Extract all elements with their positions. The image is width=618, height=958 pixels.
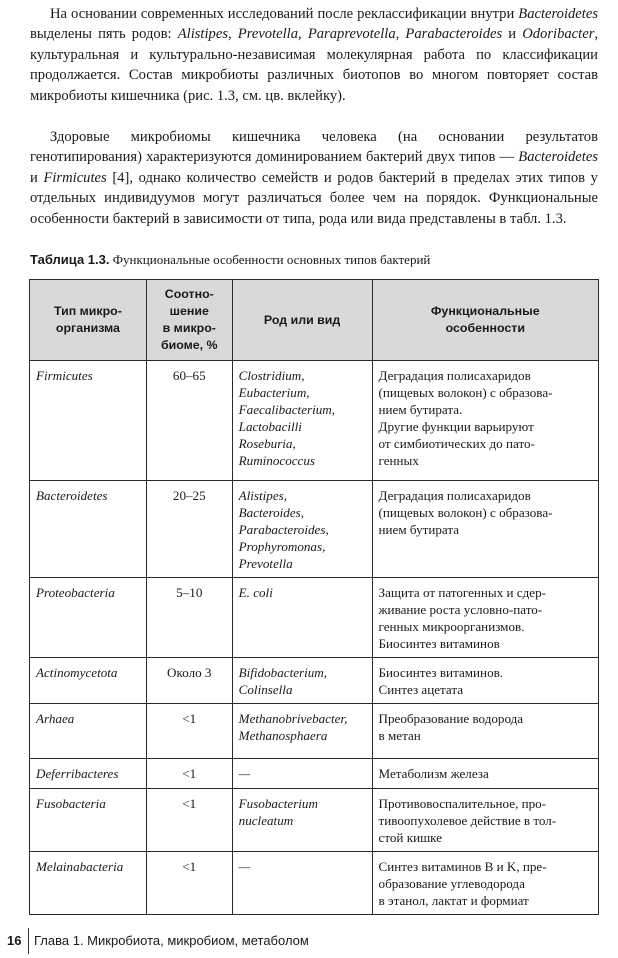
cell-function: Синтез витаминов B и K, пре- образование углеводорода в этанол, лактат и формиат [372, 852, 598, 915]
cell-function: Деградация полисахаридов (пищевых волокон) с образова- нием бутирата. Другие функции варьируют от симбиотических до пато- генных [372, 361, 598, 481]
cell-ratio: Около 3 [146, 658, 232, 704]
table-caption [30, 252, 430, 268]
header-function: Функциональные особенности [372, 280, 598, 361]
cell-ratio: 60–65 [146, 361, 232, 481]
page-footer [0, 926, 618, 956]
page-number: 16 [7, 933, 22, 948]
cell-genus: Fusobacterium nucleatum [232, 789, 372, 852]
table-row [30, 481, 599, 578]
table-row [30, 789, 599, 852]
cell-function: Биосинтез витаминов. Синтез ацетата [372, 658, 598, 704]
cell-ratio: <1 [146, 789, 232, 852]
cell-type: Deferribacteres [30, 759, 147, 789]
cell-ratio: 5–10 [146, 578, 232, 658]
cell-type: Arhaea [30, 704, 147, 759]
table-row [30, 759, 599, 789]
paragraph-2: Здоровые микробиомы кишечника человека (на основании результатов генотипирования) характеризуются доминированием бактерий двух типов — Bacteroidetes и Firmicutes [4], однако количество семейств и родов бактерий в пределах этих типов у отдельных индивидуумов могут различаться более чем на порядок. Функциональные особенности бактерий в зависимости от типа, рода или вида представлены в табл. 1.3. [30, 129, 598, 227]
cell-genus: — [232, 759, 372, 789]
cell-function: Преобразование водорода в метан [372, 704, 598, 759]
cell-function: Метаболизм железа [372, 759, 598, 789]
cell-type: Fusobacteria [30, 789, 147, 852]
table-row [30, 704, 599, 759]
table-header-row [30, 280, 599, 361]
table-row [30, 852, 599, 915]
table-body [30, 361, 599, 915]
cell-type: Melainabacteria [30, 852, 147, 915]
cell-genus: Alistipes, Bacteroides, Parabacteroides, Prophyromonas, Prevotella [232, 481, 372, 578]
header-genus: Род или вид [232, 280, 372, 361]
bacteria-table [29, 279, 599, 915]
cell-type: Actinomycetota [30, 658, 147, 704]
cell-genus: E. coli [232, 578, 372, 658]
table-row [30, 578, 599, 658]
table-caption-text: Функциональные особенности основных типов бактерий [109, 252, 431, 267]
table-row [30, 361, 599, 481]
cell-type: Proteobacteria [30, 578, 147, 658]
cell-function: Деградация полисахаридов (пищевых волокон) с образова- нием бутирата [372, 481, 598, 578]
cell-ratio: <1 [146, 852, 232, 915]
table-caption-label: Таблица 1.3. [30, 252, 110, 267]
cell-genus: Bifidobacterium, Colinsella [232, 658, 372, 704]
header-type: Тип микро- организма [30, 280, 147, 361]
cell-type: Firmicutes [30, 361, 147, 481]
cell-function: Противовоспалительное, про- тивоопухолевое действие в тол- стой кишке [372, 789, 598, 852]
cell-ratio: <1 [146, 704, 232, 759]
table-row [30, 658, 599, 704]
footer-divider [28, 928, 29, 954]
cell-genus: Methanobrivebacter, Methanosphaera [232, 704, 372, 759]
header-ratio: Соотно- шение в микро- биоме, % [146, 280, 232, 361]
cell-function: Защита от патогенных и сдер- живание роста условно-пато- генных микроорганизмов. Биосинтез витаминов [372, 578, 598, 658]
cell-ratio: 20–25 [146, 481, 232, 578]
cell-ratio: <1 [146, 759, 232, 789]
paragraph-1: На основании современных исследований после реклассификации внутри Bacteroidetes выделены пять родов: Alistipes, Prevotella, Paraprevotella, Parabacteroides и Odoribacter, культуральная и культурально-независимая молекулярная работа по классификации продолжается. Состав микробиоты различных биотопов во многом повторяет состав микробиоты кишечника (рис. 1.3, см. цв. вклейку). [30, 6, 599, 104]
cell-type: Bacteroidetes [30, 481, 147, 578]
chapter-title: Глава 1. Микробиота, микробиом, метаболом [34, 933, 309, 948]
cell-genus: Clostridium, Eubacterium, Faecalibacterium, Lactobacilli Roseburia, Ruminococcus [232, 361, 372, 481]
cell-genus: — [232, 852, 372, 915]
